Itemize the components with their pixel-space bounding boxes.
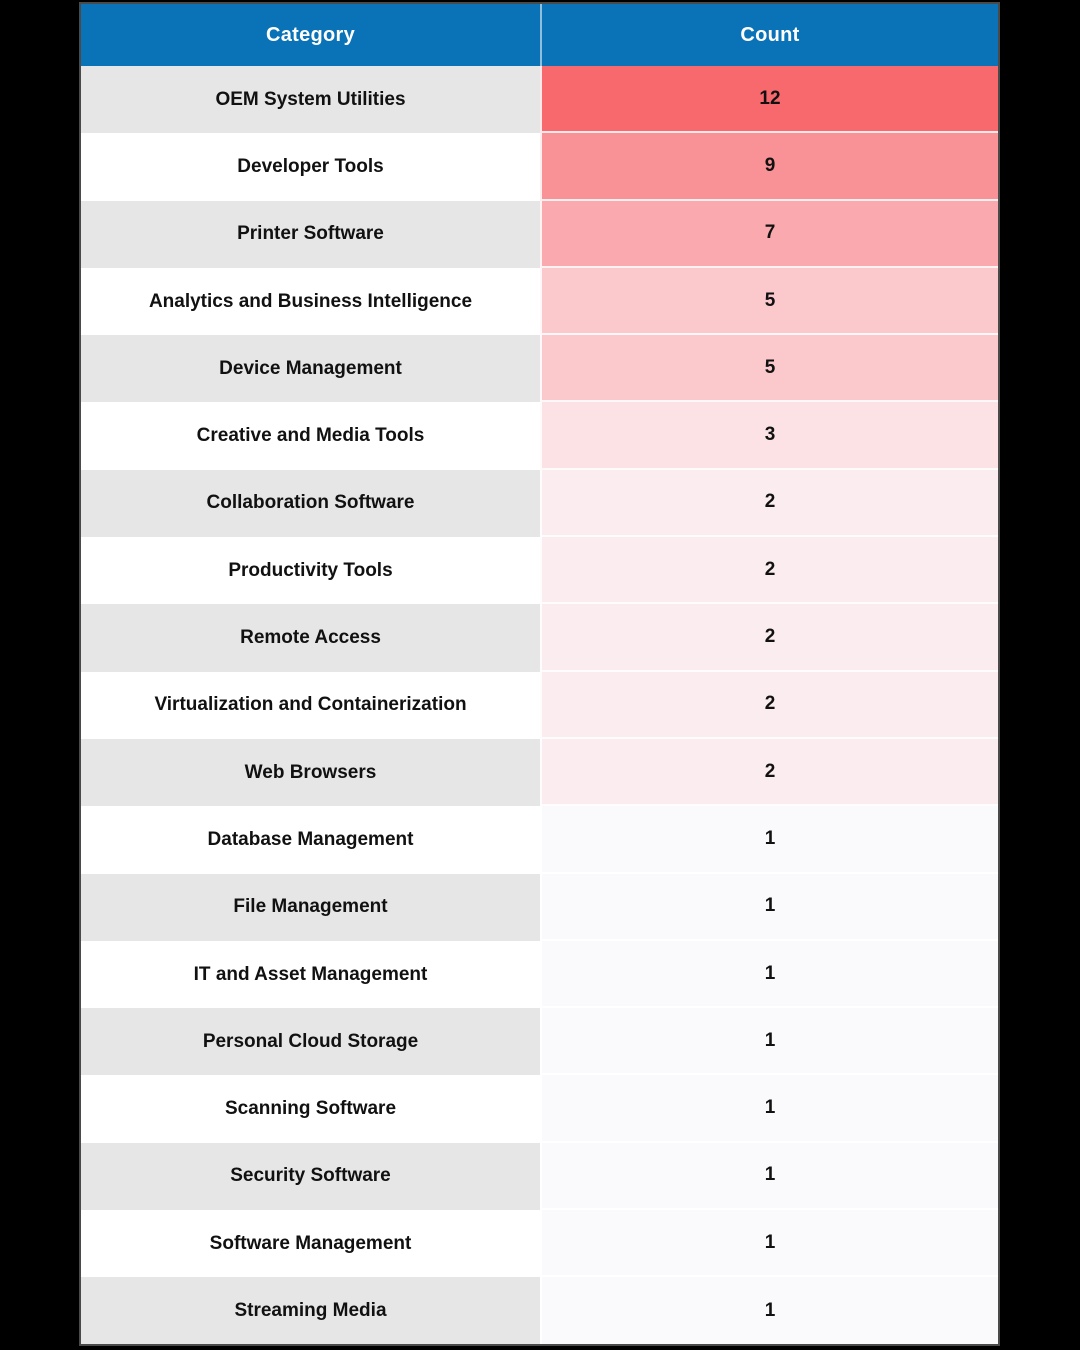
column-header-category: Category	[81, 4, 540, 66]
category-cell: Device Management	[81, 335, 540, 402]
table-row	[81, 66, 998, 133]
count-cell: 9	[540, 133, 998, 200]
table-row	[81, 133, 998, 200]
category-cell: OEM System Utilities	[81, 66, 540, 133]
category-cell: Printer Software	[81, 201, 540, 268]
table-row	[81, 874, 998, 941]
table-row	[81, 1008, 998, 1075]
table-body	[81, 66, 998, 1345]
count-cell: 2	[540, 537, 998, 604]
count-cell: 12	[540, 66, 998, 133]
count-cell: 1	[540, 1210, 998, 1277]
category-cell: Productivity Tools	[81, 537, 540, 604]
table-row	[81, 1143, 998, 1210]
category-cell: Security Software	[81, 1143, 540, 1210]
category-cell: File Management	[81, 874, 540, 941]
category-cell: Remote Access	[81, 604, 540, 671]
category-cell: Streaming Media	[81, 1277, 540, 1344]
table-row	[81, 268, 998, 335]
category-cell: IT and Asset Management	[81, 941, 540, 1008]
table-row	[81, 335, 998, 402]
table-row	[81, 537, 998, 604]
table-row	[81, 672, 998, 739]
count-cell: 1	[540, 1277, 998, 1344]
count-cell: 1	[540, 874, 998, 941]
table-row	[81, 941, 998, 1008]
count-cell: 2	[540, 604, 998, 671]
count-cell: 1	[540, 941, 998, 1008]
category-cell: Database Management	[81, 806, 540, 873]
table-row	[81, 806, 998, 873]
category-cell: Creative and Media Tools	[81, 402, 540, 469]
category-cell: Scanning Software	[81, 1075, 540, 1142]
count-cell: 1	[540, 1075, 998, 1142]
count-cell: 2	[540, 739, 998, 806]
count-cell: 3	[540, 402, 998, 469]
category-cell: Web Browsers	[81, 739, 540, 806]
count-cell: 1	[540, 1143, 998, 1210]
table-row	[81, 402, 998, 469]
count-cell: 1	[540, 1008, 998, 1075]
count-cell: 7	[540, 201, 998, 268]
category-cell: Personal Cloud Storage	[81, 1008, 540, 1075]
table-row	[81, 201, 998, 268]
table-row	[81, 1075, 998, 1142]
category-cell: Software Management	[81, 1210, 540, 1277]
table-row	[81, 1277, 998, 1344]
category-cell: Developer Tools	[81, 133, 540, 200]
category-cell: Virtualization and Containerization	[81, 672, 540, 739]
count-cell: 5	[540, 268, 998, 335]
table-row	[81, 1210, 998, 1277]
count-cell: 1	[540, 806, 998, 873]
category-count-table	[79, 2, 1000, 1346]
table-header-row	[81, 4, 998, 66]
table-row	[81, 604, 998, 671]
category-cell: Analytics and Business Intelligence	[81, 268, 540, 335]
column-header-count: Count	[540, 4, 998, 66]
count-cell: 5	[540, 335, 998, 402]
table-row	[81, 470, 998, 537]
count-cell: 2	[540, 470, 998, 537]
count-cell: 2	[540, 672, 998, 739]
category-cell: Collaboration Software	[81, 470, 540, 537]
table-row	[81, 739, 998, 806]
